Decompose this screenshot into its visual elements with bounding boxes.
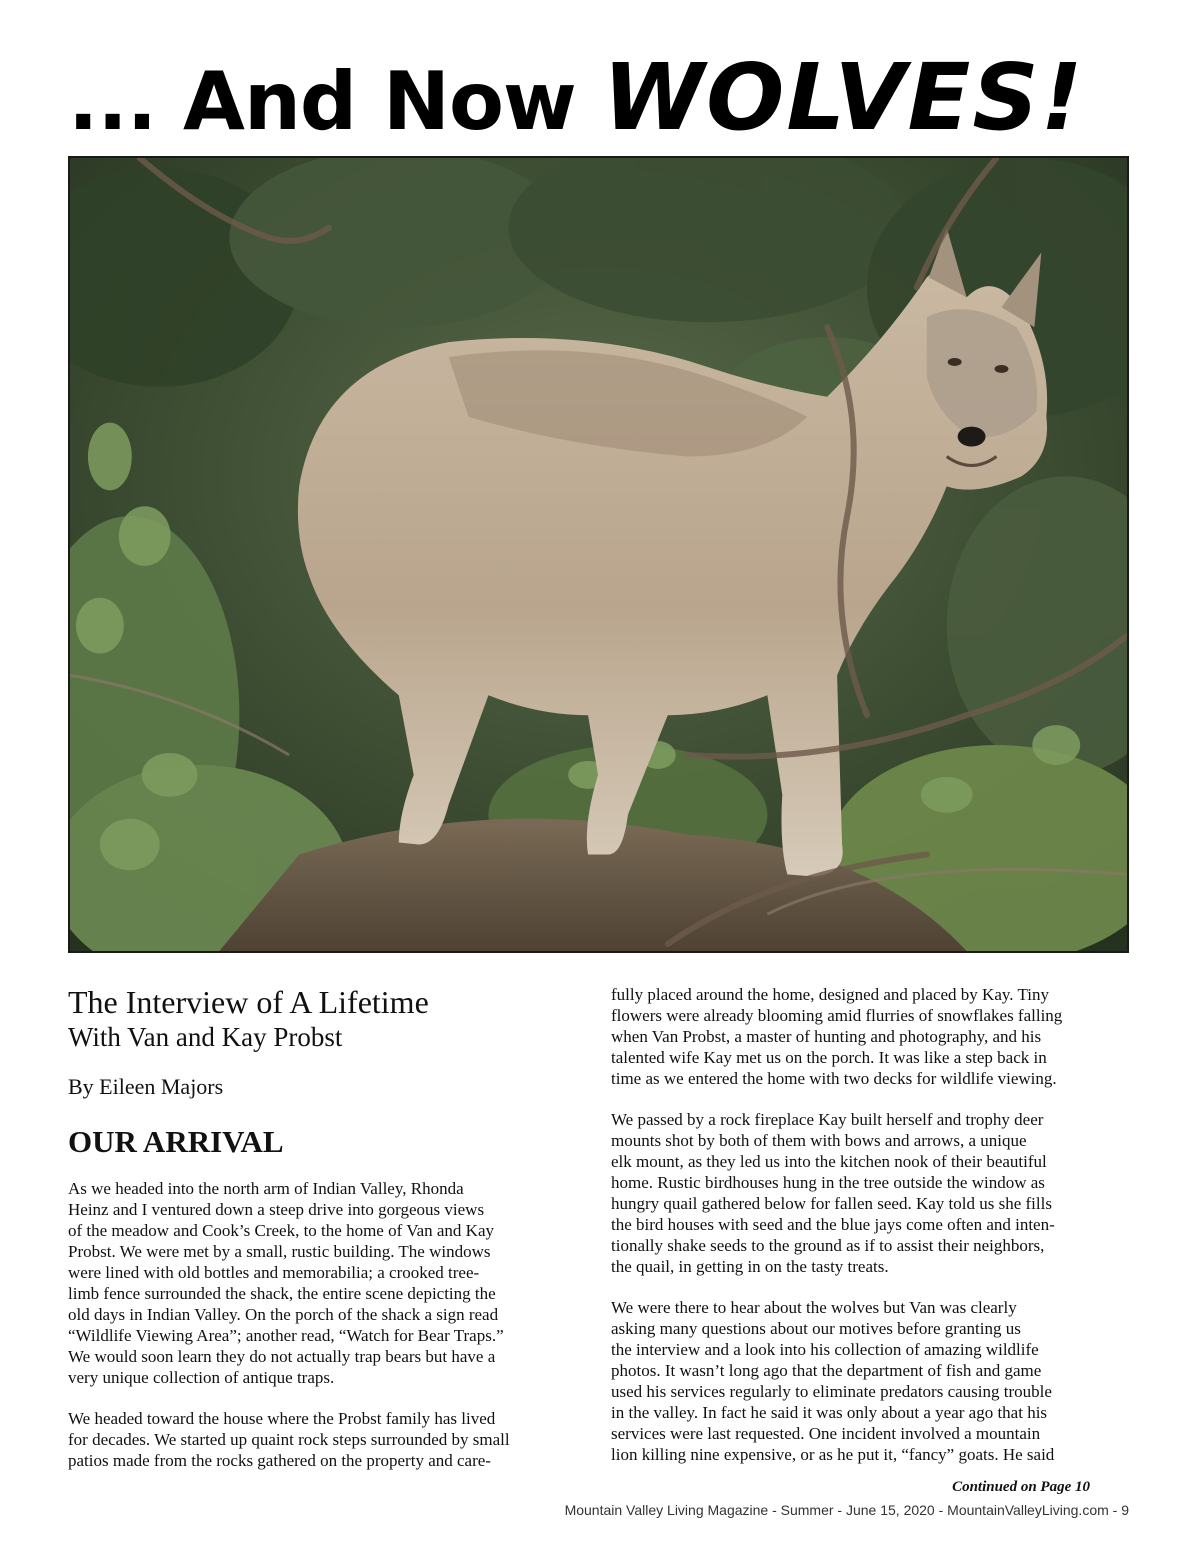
article-text-line: used his services regularly to eliminate predators causing trouble bbox=[611, 1382, 1052, 1401]
byline: By Eileen Majors bbox=[68, 1074, 224, 1099]
article-text-line: photos. It wasn’t long ago that the department of fish and game bbox=[611, 1361, 1042, 1380]
article-column-right bbox=[611, 984, 1131, 1465]
article-text-line: elk mount, as they led us into the kitchen nook of their beautiful bbox=[611, 1152, 1047, 1171]
headline-part-1: ... And Now bbox=[68, 55, 603, 148]
article-text-line: We were there to hear about the wolves but Van was clearly bbox=[611, 1298, 1017, 1317]
article-text-line: tionally shake seeds to the ground as if to assist their neighbors, bbox=[611, 1236, 1045, 1255]
article-text-line: We would soon learn they do not actually trap bears but have a bbox=[68, 1347, 496, 1366]
article-text-line: asking many questions about our motives before granting us bbox=[611, 1319, 1021, 1338]
article-text-line: fully placed around the home, designed and placed by Kay. Tiny bbox=[611, 985, 1049, 1004]
article-text-line: the quail, in getting in on the tasty treats. bbox=[611, 1257, 889, 1276]
article-text-line: “Wildlife Viewing Area”; another read, “Watch for Bear Traps.” bbox=[68, 1326, 504, 1345]
article-text-line: patios made from the rocks gathered on the property and care- bbox=[68, 1451, 491, 1470]
paragraph-gap bbox=[611, 1089, 1131, 1109]
paragraph-gap bbox=[611, 1277, 1131, 1297]
article-subtitle: With Van and Kay Probst bbox=[68, 1022, 343, 1052]
article-text-line: in the valley. In fact he said it was only about a year ago that his bbox=[611, 1403, 1048, 1422]
headline bbox=[68, 44, 1085, 151]
article-text-line: time as we entered the home with two decks for wildlife viewing. bbox=[611, 1069, 1057, 1088]
article-text-line: flowers were already blooming amid flurries of snowflakes falling bbox=[611, 1006, 1063, 1025]
article-text-line: As we headed into the north arm of Indian Valley, Rhonda bbox=[68, 1179, 464, 1198]
article-text-line: the bird houses with seed and the blue jays come often and inten- bbox=[611, 1215, 1055, 1234]
article-text-line: of the meadow and Cook’s Creek, to the home of Van and Kay bbox=[68, 1221, 495, 1240]
article-text-line: mounts shot by both of them with bows and arrows, a unique bbox=[611, 1131, 1027, 1150]
paragraph-gap bbox=[68, 1388, 588, 1408]
article-text-line: very unique collection of antique traps. bbox=[68, 1368, 335, 1387]
article-text-line: We passed by a rock fireplace Kay built herself and trophy deer bbox=[611, 1110, 1044, 1129]
page-footer: Mountain Valley Living Magazine - Summer - June 15, 2020 - MountainValleyLiving.com - 9 bbox=[564, 1502, 1129, 1518]
wolf-photo-illustration bbox=[70, 158, 1127, 951]
article-text-line: lion killing nine expensive, or as he put it, “fancy” goats. He said bbox=[611, 1445, 1055, 1464]
article-text-line: were lined with old bottles and memorabilia; a crooked tree- bbox=[68, 1263, 480, 1282]
headline-part-2: WOLVES! bbox=[602, 44, 1085, 151]
article-text-line: We headed toward the house where the Probst family has lived bbox=[68, 1409, 496, 1428]
article-text-line: hungry quail gathered below for fallen seed. Kay told us she fills bbox=[611, 1194, 1052, 1213]
wolf-photo bbox=[68, 156, 1129, 953]
article-text-line: talented wife Kay met us on the porch. It was like a step back in bbox=[611, 1048, 1047, 1067]
article-text-line: limb fence surrounded the shack, the entire scene depicting the bbox=[68, 1284, 496, 1303]
continued-note: Continued on Page 10 bbox=[952, 1479, 1090, 1495]
article-column-left bbox=[68, 1178, 588, 1471]
article-text-line: when Van Probst, a master of hunting and photography, and his bbox=[611, 1027, 1042, 1046]
section-heading: OUR ARRIVAL bbox=[68, 1124, 284, 1159]
article-text-line: for decades. We started up quaint rock steps surrounded by small bbox=[68, 1430, 510, 1449]
article-text-line: home. Rustic birdhouses hung in the tree outside the window as bbox=[611, 1173, 1045, 1192]
article-text-line: Probst. We were met by a small, rustic building. The windows bbox=[68, 1242, 491, 1261]
article-title: The Interview of A Lifetime bbox=[68, 984, 429, 1020]
article-text-line: the interview and a look into his collection of amazing wildlife bbox=[611, 1340, 1039, 1359]
article-text-line: services were last requested. One incident involved a mountain bbox=[611, 1424, 1041, 1443]
article-text-line: Heinz and I ventured down a steep drive into gorgeous views bbox=[68, 1200, 485, 1219]
article-text-line: old days in Indian Valley. On the porch of the shack a sign read bbox=[68, 1305, 499, 1324]
